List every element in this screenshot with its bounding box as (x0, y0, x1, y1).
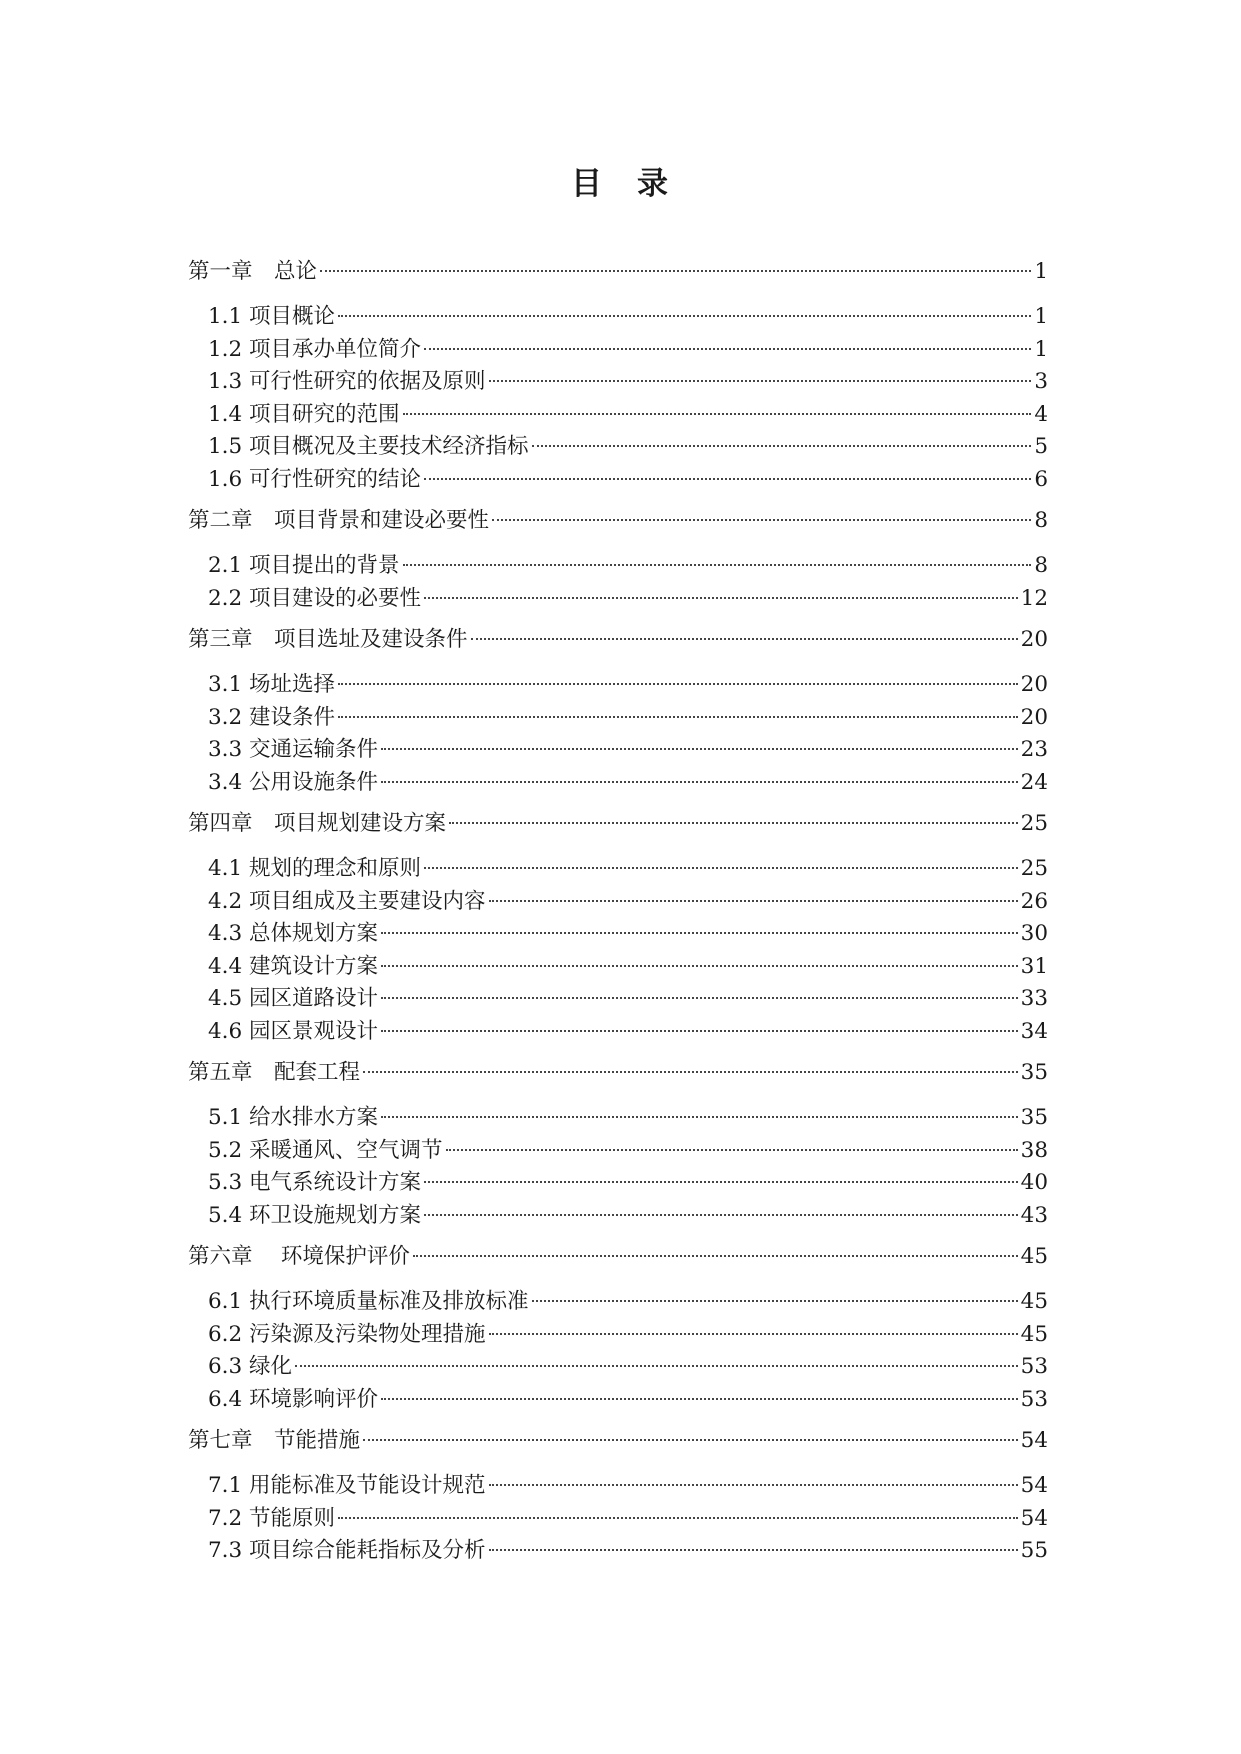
toc-section-list (188, 301, 1048, 496)
dot-leader (381, 748, 1018, 750)
page-number: 45 (1020, 1244, 1048, 1269)
page-number: 38 (1020, 1137, 1048, 1163)
page-number: 33 (1020, 986, 1048, 1011)
page-number: 53 (1020, 1386, 1048, 1412)
toc-section-entry[interactable] (188, 702, 1048, 735)
page-number: 35 (1020, 1060, 1048, 1085)
toc-section-entry[interactable] (188, 1200, 1048, 1233)
dot-leader (492, 519, 1031, 521)
toc-section-entry[interactable] (188, 1286, 1048, 1319)
toc-section-entry[interactable] (188, 1384, 1048, 1417)
page-number: 54 (1020, 1428, 1048, 1453)
page-number: 1 (1034, 259, 1048, 284)
dot-leader (338, 315, 1031, 317)
toc-section-entry[interactable] (188, 1016, 1048, 1049)
dot-leader (338, 683, 1018, 685)
page-number: 6 (1034, 466, 1048, 492)
page-number: 31 (1020, 953, 1048, 979)
dot-leader (424, 348, 1031, 350)
toc-chapter-entry[interactable] (188, 1425, 1048, 1457)
toc-section-entry[interactable] (188, 464, 1048, 497)
toc-section-entry[interactable] (188, 918, 1048, 951)
dot-leader (338, 716, 1018, 718)
section-title: 1.3 可行性研究的依据及原则 (208, 369, 486, 394)
toc-section-entry[interactable] (188, 1135, 1048, 1168)
section-title: 2.2 项目建设的必要性 (208, 585, 422, 611)
section-title: 1.1 项目概论 (208, 304, 336, 329)
dot-leader (295, 1365, 1018, 1367)
toc-chapter (188, 256, 1048, 496)
dot-leader (446, 1149, 1018, 1151)
section-title: 3.1 场址选择 (208, 672, 336, 697)
dot-leader (449, 822, 1018, 824)
dot-leader (381, 1398, 1018, 1400)
toc-section-list (188, 550, 1048, 615)
dot-leader (424, 1181, 1018, 1183)
page-number: 8 (1034, 508, 1048, 533)
dot-leader (381, 965, 1018, 967)
chapter-title: 第一章 总论 (188, 259, 318, 284)
page-number: 20 (1020, 672, 1048, 697)
chapter-title: 第七章 节能措施 (188, 1428, 361, 1453)
toc-section-entry[interactable] (188, 1167, 1048, 1200)
section-title: 1.5 项目概况及主要技术经济指标 (208, 434, 529, 459)
page-number: 45 (1020, 1321, 1048, 1347)
toc-section-entry[interactable] (188, 1470, 1048, 1503)
page-number: 53 (1020, 1354, 1048, 1379)
dot-leader (489, 1549, 1018, 1551)
toc-section-entry[interactable] (188, 399, 1048, 432)
page-number: 1 (1034, 304, 1048, 329)
toc-chapter-entry[interactable] (188, 505, 1048, 537)
page-number: 23 (1020, 737, 1048, 762)
toc-section-list (188, 1102, 1048, 1232)
toc-section-entry[interactable] (188, 669, 1048, 702)
section-title: 5.1 给水排水方案 (208, 1105, 379, 1130)
dot-leader (489, 1333, 1018, 1335)
page-number: 1 (1034, 336, 1048, 362)
dot-leader (471, 638, 1018, 640)
page-number: 25 (1020, 811, 1048, 836)
toc-section-list (188, 669, 1048, 799)
dot-leader (424, 478, 1031, 480)
toc-chapter-entry[interactable] (188, 256, 1048, 288)
section-title: 3.3 交通运输条件 (208, 737, 379, 762)
toc-section-entry[interactable] (188, 301, 1048, 334)
toc-section-entry[interactable] (188, 1102, 1048, 1135)
section-title: 5.2 采暖通风、空气调节 (208, 1137, 443, 1163)
toc-section-entry[interactable] (188, 951, 1048, 984)
dot-leader (413, 1255, 1018, 1257)
dot-leader (381, 1030, 1018, 1032)
page-number: 26 (1020, 888, 1048, 914)
section-title: 2.1 项目提出的背景 (208, 553, 400, 578)
section-title: 1.4 项目研究的范围 (208, 401, 400, 427)
toc-chapter (188, 808, 1048, 1048)
toc-chapter (188, 505, 1048, 615)
section-title: 6.4 环境影响评价 (208, 1386, 379, 1412)
toc-chapter-entry[interactable] (188, 624, 1048, 656)
table-of-contents (188, 256, 1048, 1577)
toc-section-entry[interactable] (188, 1535, 1048, 1568)
page-number: 55 (1020, 1538, 1048, 1563)
page-number: 12 (1020, 585, 1048, 611)
section-title: 6.1 执行环境质量标准及排放标准 (208, 1289, 529, 1314)
chapter-title: 第二章 项目背景和建设必要性 (188, 508, 490, 533)
section-title: 4.6 园区景观设计 (208, 1018, 379, 1044)
toc-section-entry[interactable] (188, 334, 1048, 367)
toc-section-entry[interactable] (188, 431, 1048, 464)
section-title: 6.3 绿化 (208, 1354, 293, 1379)
dot-leader (403, 413, 1032, 415)
dot-leader (381, 932, 1018, 934)
page-number: 20 (1020, 627, 1048, 652)
section-title: 7.3 项目综合能耗指标及分析 (208, 1538, 486, 1563)
section-title: 1.6 可行性研究的结论 (208, 466, 422, 492)
toc-chapter (188, 1057, 1048, 1232)
page-number: 30 (1020, 921, 1048, 946)
toc-section-list (188, 1286, 1048, 1416)
section-title: 4.5 园区道路设计 (208, 986, 379, 1011)
toc-chapter-entry[interactable] (188, 1241, 1048, 1273)
page-number: 54 (1020, 1505, 1048, 1531)
dot-leader (338, 1517, 1018, 1519)
section-title: 1.2 项目承办单位简介 (208, 336, 422, 362)
dot-leader (363, 1071, 1018, 1073)
toc-section-entry[interactable] (188, 1351, 1048, 1384)
section-title: 5.3 电气系统设计方案 (208, 1170, 422, 1195)
dot-leader (320, 270, 1031, 272)
dot-leader (489, 900, 1018, 902)
section-title: 5.4 环卫设施规划方案 (208, 1202, 422, 1228)
dot-leader (381, 781, 1018, 783)
dot-leader (424, 1214, 1018, 1216)
page-number: 43 (1020, 1202, 1048, 1228)
toc-section-entry[interactable] (188, 1503, 1048, 1536)
toc-section-entry[interactable] (188, 550, 1048, 583)
page-number: 5 (1034, 434, 1048, 459)
toc-chapter-entry[interactable] (188, 808, 1048, 840)
dot-leader (424, 597, 1018, 599)
page-number: 34 (1020, 1018, 1048, 1044)
toc-chapter (188, 1241, 1048, 1416)
dot-leader (532, 1300, 1018, 1302)
dot-leader (532, 445, 1032, 447)
section-title: 4.3 总体规划方案 (208, 921, 379, 946)
section-title: 3.4 公用设施条件 (208, 769, 379, 795)
page-number: 45 (1020, 1289, 1048, 1314)
page-number: 40 (1020, 1170, 1048, 1195)
toc-chapter-entry[interactable] (188, 1057, 1048, 1089)
toc-section-entry[interactable] (188, 853, 1048, 886)
chapter-title: 第四章 项目规划建设方案 (188, 811, 447, 836)
dot-leader (381, 997, 1018, 999)
section-title: 7.1 用能标准及节能设计规范 (208, 1473, 486, 1498)
dot-leader (363, 1439, 1018, 1441)
section-title: 4.4 建筑设计方案 (208, 953, 379, 979)
dot-leader (489, 1484, 1018, 1486)
page-number: 35 (1020, 1105, 1048, 1130)
dot-leader (489, 380, 1032, 382)
toc-section-entry[interactable] (188, 734, 1048, 767)
dot-leader (403, 564, 1032, 566)
toc-section-entry[interactable] (188, 767, 1048, 800)
toc-section-entry[interactable] (188, 583, 1048, 616)
toc-section-entry[interactable] (188, 1319, 1048, 1352)
page-number: 3 (1034, 369, 1048, 394)
section-title: 6.2 污染源及污染物处理措施 (208, 1321, 486, 1347)
chapter-title: 第六章 环境保护评价 (188, 1244, 410, 1269)
page-number: 24 (1020, 769, 1048, 795)
toc-section-entry[interactable] (188, 983, 1048, 1016)
section-title: 7.2 节能原则 (208, 1505, 336, 1531)
page-number: 4 (1034, 401, 1048, 427)
toc-chapter (188, 1425, 1048, 1568)
toc-section-list (188, 853, 1048, 1048)
chapter-title: 第五章 配套工程 (188, 1060, 361, 1085)
page-title: 目 录 (571, 166, 670, 202)
toc-section-list (188, 1470, 1048, 1568)
section-title: 4.2 项目组成及主要建设内容 (208, 888, 486, 914)
dot-leader (424, 867, 1018, 869)
section-title: 3.2 建设条件 (208, 704, 336, 730)
page-number: 25 (1020, 856, 1048, 881)
toc-chapter (188, 624, 1048, 799)
section-title: 4.1 规划的理念和原则 (208, 856, 422, 881)
chapter-title: 第三章 项目选址及建设条件 (188, 627, 468, 652)
page-number: 8 (1034, 553, 1048, 578)
toc-section-entry[interactable] (188, 366, 1048, 399)
toc-section-entry[interactable] (188, 886, 1048, 919)
page-number: 20 (1020, 704, 1048, 730)
dot-leader (381, 1116, 1018, 1118)
page-number: 54 (1020, 1473, 1048, 1498)
